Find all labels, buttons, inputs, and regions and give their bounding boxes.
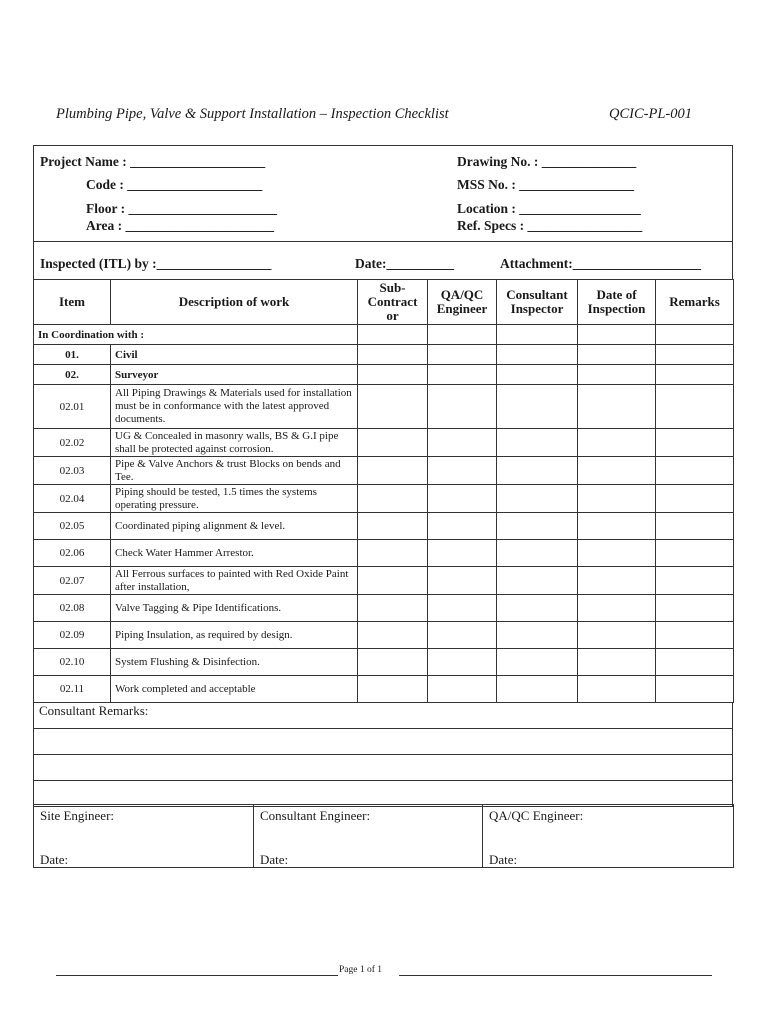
check-cell[interactable]: [358, 540, 428, 567]
check-cell[interactable]: [497, 457, 578, 485]
inspection-info-box: [33, 242, 733, 280]
check-cell[interactable]: [428, 325, 497, 345]
check-cell[interactable]: [497, 567, 578, 595]
column-header-subcontractor: Sub-Contract or: [358, 280, 428, 325]
check-cell[interactable]: [358, 676, 428, 703]
item-number: 02.04: [34, 485, 111, 513]
check-cell[interactable]: [656, 513, 734, 540]
check-cell[interactable]: [428, 622, 497, 649]
check-cell[interactable]: [656, 385, 734, 429]
item-number: 02.06: [34, 540, 111, 567]
check-cell[interactable]: [497, 513, 578, 540]
consultant-engineer-signature[interactable]: [254, 805, 483, 868]
table-row: [34, 457, 734, 485]
item-description: Piping should be tested, 1.5 times the systems operating pressure.: [111, 485, 358, 513]
signature-date-label: Date:: [489, 852, 518, 867]
group-number: 02.: [34, 365, 111, 385]
check-cell[interactable]: [578, 622, 656, 649]
column-header-item: Item: [34, 280, 111, 325]
footer-rule-left: [56, 975, 338, 976]
item-number: 02.01: [34, 385, 111, 429]
table-row: [34, 676, 734, 703]
group-number: 01.: [34, 345, 111, 365]
table-row: [34, 622, 734, 649]
check-cell[interactable]: [578, 567, 656, 595]
signature-date-label: Date:: [260, 852, 289, 867]
location-field[interactable]: Location : __________________: [457, 201, 641, 216]
signature-date-label: Date:: [40, 852, 69, 867]
check-cell[interactable]: [358, 385, 428, 429]
column-header-remarks: Remarks: [656, 280, 734, 325]
coordination-label: In Coordination with :: [34, 325, 358, 345]
attachment-field[interactable]: Attachment:___________________: [500, 256, 701, 271]
qaqc-engineer-signature[interactable]: [483, 805, 734, 868]
check-cell[interactable]: [578, 540, 656, 567]
area-field[interactable]: Area : ______________________: [86, 218, 274, 233]
check-cell[interactable]: [497, 485, 578, 513]
check-cell[interactable]: [428, 365, 497, 385]
check-cell[interactable]: [497, 676, 578, 703]
table-row: [34, 649, 734, 676]
table-row: [34, 485, 734, 513]
site-engineer-signature[interactable]: [34, 805, 254, 868]
table-row: [34, 385, 734, 429]
check-cell[interactable]: [656, 540, 734, 567]
check-cell[interactable]: [358, 345, 428, 365]
table-row: [34, 540, 734, 567]
group-label: Surveyor: [111, 365, 358, 385]
footer-rule-right: [399, 975, 712, 976]
check-cell[interactable]: [428, 649, 497, 676]
check-cell[interactable]: [428, 429, 497, 457]
check-cell[interactable]: [428, 567, 497, 595]
signature-label: Consultant Engineer:: [260, 808, 371, 823]
check-cell[interactable]: [497, 540, 578, 567]
item-description: Pipe & Valve Anchors & trust Blocks on bends and Tee.: [111, 457, 358, 485]
inspection-date-field[interactable]: Date:__________: [355, 256, 454, 271]
check-cell[interactable]: [497, 622, 578, 649]
check-cell[interactable]: [497, 429, 578, 457]
signature-table: [33, 804, 734, 868]
drawing-no-field[interactable]: Drawing No. : ______________: [457, 154, 637, 169]
check-cell[interactable]: [497, 365, 578, 385]
signature-label: Site Engineer:: [40, 808, 115, 823]
item-description: Coordinated piping alignment & level.: [111, 513, 358, 540]
check-cell[interactable]: [358, 485, 428, 513]
check-cell[interactable]: [428, 345, 497, 365]
check-cell[interactable]: [358, 457, 428, 485]
check-cell[interactable]: [358, 513, 428, 540]
floor-field[interactable]: Floor : ______________________: [86, 201, 277, 216]
ref-specs-field[interactable]: Ref. Specs : _________________: [457, 218, 643, 233]
check-cell[interactable]: [578, 676, 656, 703]
check-cell[interactable]: [497, 385, 578, 429]
check-cell[interactable]: [497, 325, 578, 345]
check-cell[interactable]: [428, 595, 497, 622]
table-row: [34, 513, 734, 540]
check-cell[interactable]: [656, 345, 734, 365]
item-description: Piping Insulation, as required by design.: [111, 622, 358, 649]
item-description: Check Water Hammer Arrestor.: [111, 540, 358, 567]
item-description: UG & Concealed in masonry walls, BS & G.I pipe shall be protected against corrosion.: [111, 429, 358, 457]
check-cell[interactable]: [578, 429, 656, 457]
check-cell[interactable]: [656, 485, 734, 513]
check-cell[interactable]: [358, 429, 428, 457]
item-description: All Piping Drawings & Materials used for installation must be in conformance with the latest approved documents.: [111, 385, 358, 429]
check-cell[interactable]: [656, 595, 734, 622]
check-cell[interactable]: [656, 622, 734, 649]
check-cell[interactable]: [578, 365, 656, 385]
check-cell[interactable]: [428, 457, 497, 485]
check-cell[interactable]: [428, 540, 497, 567]
check-cell[interactable]: [497, 345, 578, 365]
check-cell[interactable]: [497, 595, 578, 622]
check-cell[interactable]: [428, 676, 497, 703]
group-row-civil: [34, 345, 734, 365]
consultant-remarks-table: [33, 702, 733, 807]
remarks-line[interactable]: [34, 729, 733, 755]
check-cell[interactable]: [578, 345, 656, 365]
column-header-consultant-inspector: Consultant Inspector: [497, 280, 578, 325]
code-field[interactable]: Code : ____________________: [86, 177, 263, 192]
checklist-table: [33, 279, 734, 703]
item-number: 02.02: [34, 429, 111, 457]
page-number: Page 1 of 1: [339, 965, 383, 975]
item-number: 02.09: [34, 622, 111, 649]
check-cell[interactable]: [358, 325, 428, 345]
check-cell[interactable]: [428, 485, 497, 513]
check-cell[interactable]: [578, 385, 656, 429]
item-description: System Flushing & Disinfection.: [111, 649, 358, 676]
item-description: All Ferrous surfaces to painted with Red Oxide Paint after installation,: [111, 567, 358, 595]
check-cell[interactable]: [578, 513, 656, 540]
item-number: 02.11: [34, 676, 111, 703]
table-row: [34, 429, 734, 457]
mss-no-field[interactable]: MSS No. : _________________: [457, 177, 635, 192]
column-header-qaqc-engineer: QA/QC Engineer: [428, 280, 497, 325]
group-row-surveyor: [34, 365, 734, 385]
check-cell[interactable]: [656, 649, 734, 676]
check-cell[interactable]: [578, 325, 656, 345]
document-title: Plumbing Pipe, Valve & Support Installation – Inspection Checklist: [56, 106, 449, 122]
check-cell[interactable]: [578, 457, 656, 485]
remarks-line[interactable]: [34, 781, 733, 807]
item-number: 02.10: [34, 649, 111, 676]
check-cell[interactable]: [656, 429, 734, 457]
check-cell[interactable]: [358, 595, 428, 622]
item-number: 02.05: [34, 513, 111, 540]
item-number: 02.08: [34, 595, 111, 622]
inspected-by-field[interactable]: Inspected (ITL) by :_________________: [40, 256, 272, 271]
check-cell[interactable]: [578, 595, 656, 622]
check-cell[interactable]: [358, 649, 428, 676]
check-cell[interactable]: [656, 567, 734, 595]
group-label: Civil: [111, 345, 358, 365]
check-cell[interactable]: [358, 622, 428, 649]
check-cell[interactable]: [358, 365, 428, 385]
column-header-description: Description of work: [111, 280, 358, 325]
project-name-field[interactable]: Project Name : ____________________: [40, 154, 266, 169]
check-cell[interactable]: [428, 385, 497, 429]
signature-label: QA/QC Engineer:: [489, 808, 584, 823]
check-cell[interactable]: [578, 485, 656, 513]
table-row: [34, 567, 734, 595]
column-header-date-of-inspection: Date of Inspection: [578, 280, 656, 325]
check-cell[interactable]: [358, 567, 428, 595]
item-description: Valve Tagging & Pipe Identifications.: [111, 595, 358, 622]
document-number: QCIC-PL-001: [609, 106, 692, 122]
check-cell[interactable]: [656, 365, 734, 385]
table-row: [34, 595, 734, 622]
check-cell[interactable]: [656, 676, 734, 703]
consultant-remarks-label: Consultant Remarks:: [34, 703, 733, 729]
item-description: Work completed and acceptable: [111, 676, 358, 703]
check-cell[interactable]: [656, 457, 734, 485]
check-cell[interactable]: [578, 649, 656, 676]
item-number: 02.07: [34, 567, 111, 595]
item-number: 02.03: [34, 457, 111, 485]
check-cell[interactable]: [428, 513, 497, 540]
project-info-box: [33, 145, 733, 242]
coordination-row: [34, 325, 734, 345]
remarks-line[interactable]: [34, 755, 733, 781]
check-cell[interactable]: [656, 325, 734, 345]
check-cell[interactable]: [497, 649, 578, 676]
